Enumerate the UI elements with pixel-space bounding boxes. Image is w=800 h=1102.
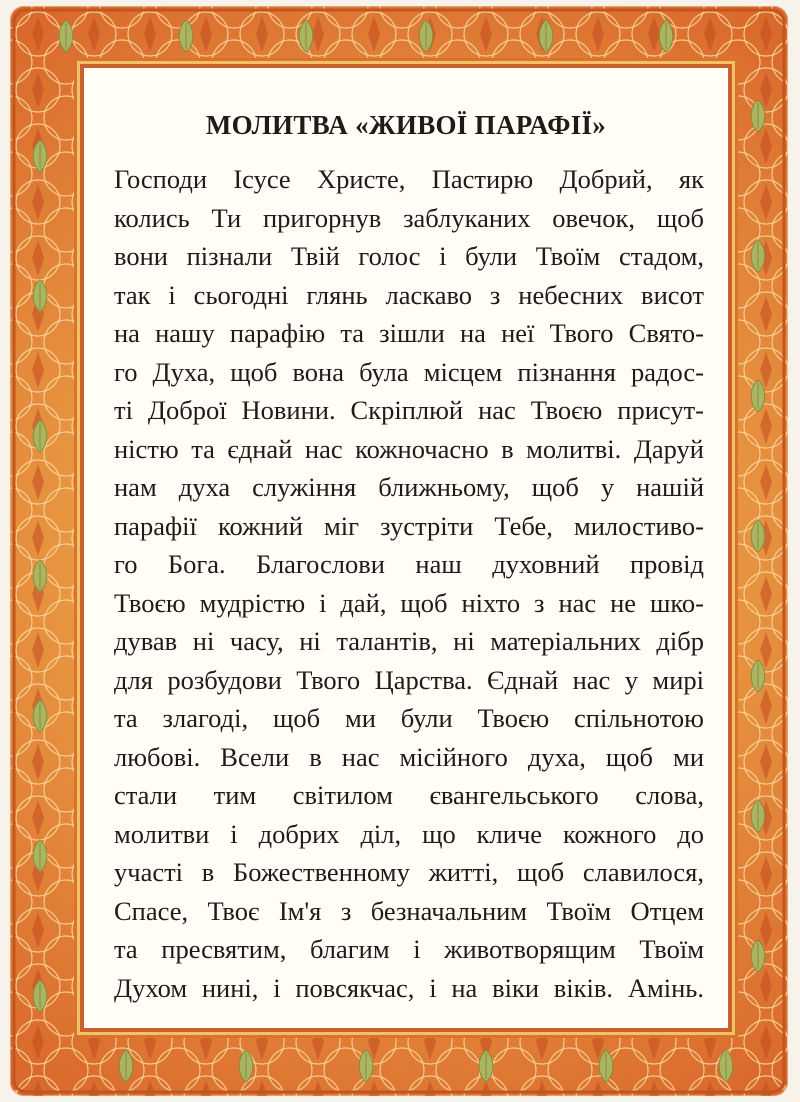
prayer-body bbox=[114, 160, 704, 1007]
prayer-line: нам духа служіння ближньому, щоб у нашій bbox=[114, 472, 704, 502]
prayer-line: молитви і добрих діл, що кличе кожного до bbox=[114, 818, 704, 849]
prayer-card bbox=[10, 6, 788, 1096]
prayer-line: Твоєю мудрістю і дай, щоб ніхто з нас не шко- bbox=[114, 587, 704, 618]
prayer-line: колись Ти пригорнув заблуканих овечок, щоб bbox=[114, 202, 704, 233]
prayer-line: Духом нині, і повсякчас, і на віки віків. Амінь. bbox=[114, 972, 704, 1003]
prayer-line: так і сьогодні глянь ласкаво з небесних висот bbox=[114, 279, 704, 310]
prayer-text-panel bbox=[80, 64, 732, 1032]
prayer-line: го Духа, щоб вона була місцем пізнання радос- bbox=[114, 356, 704, 387]
prayer-line: для розбудови Твого Царства. Єднай нас у мирі bbox=[114, 664, 704, 695]
prayer-line: парафії кожний міг зустріти Тебе, милостиво- bbox=[114, 510, 704, 541]
prayer-line: Спасе, Твоє Ім'я з безначальним Твоїм Отцем bbox=[114, 895, 704, 926]
prayer-line: дував ні часу, ні талантів, ні матеріальних дібр bbox=[114, 626, 704, 656]
prayer-line: любові. Всели в нас місійного духа, щоб ми bbox=[114, 741, 704, 772]
prayer-line: ністю та єднай нас кожночасно в молитві. Даруй bbox=[114, 433, 704, 464]
prayer-line: та злагоді, щоб ми були Твоєю спільнотою bbox=[114, 703, 704, 733]
prayer-line: вони пізнали Твій голос і були Твоїм стадом, bbox=[114, 241, 704, 271]
prayer-line: участі в Божественному житті, щоб славилося, bbox=[114, 857, 704, 887]
prayer-line: ті Доброї Новини. Скріплюй нас Твоєю присут- bbox=[114, 395, 704, 425]
prayer-line: Господи Ісусе Христе, Пастирю Добрий, як bbox=[114, 164, 704, 194]
prayer-line: та пресвятим, благим і животворящим Твоїм bbox=[114, 934, 704, 964]
prayer-line: стали тим світилом євангельського слова, bbox=[114, 780, 704, 810]
prayer-line: го Бога. Благослови наш духовний провід bbox=[114, 549, 704, 579]
prayer-line: на нашу парафію та зішли на неї Твого Свято- bbox=[114, 318, 704, 348]
prayer-title: МОЛИТВА «ЖИВОЇ ПАРАФІЇ» bbox=[205, 110, 607, 140]
